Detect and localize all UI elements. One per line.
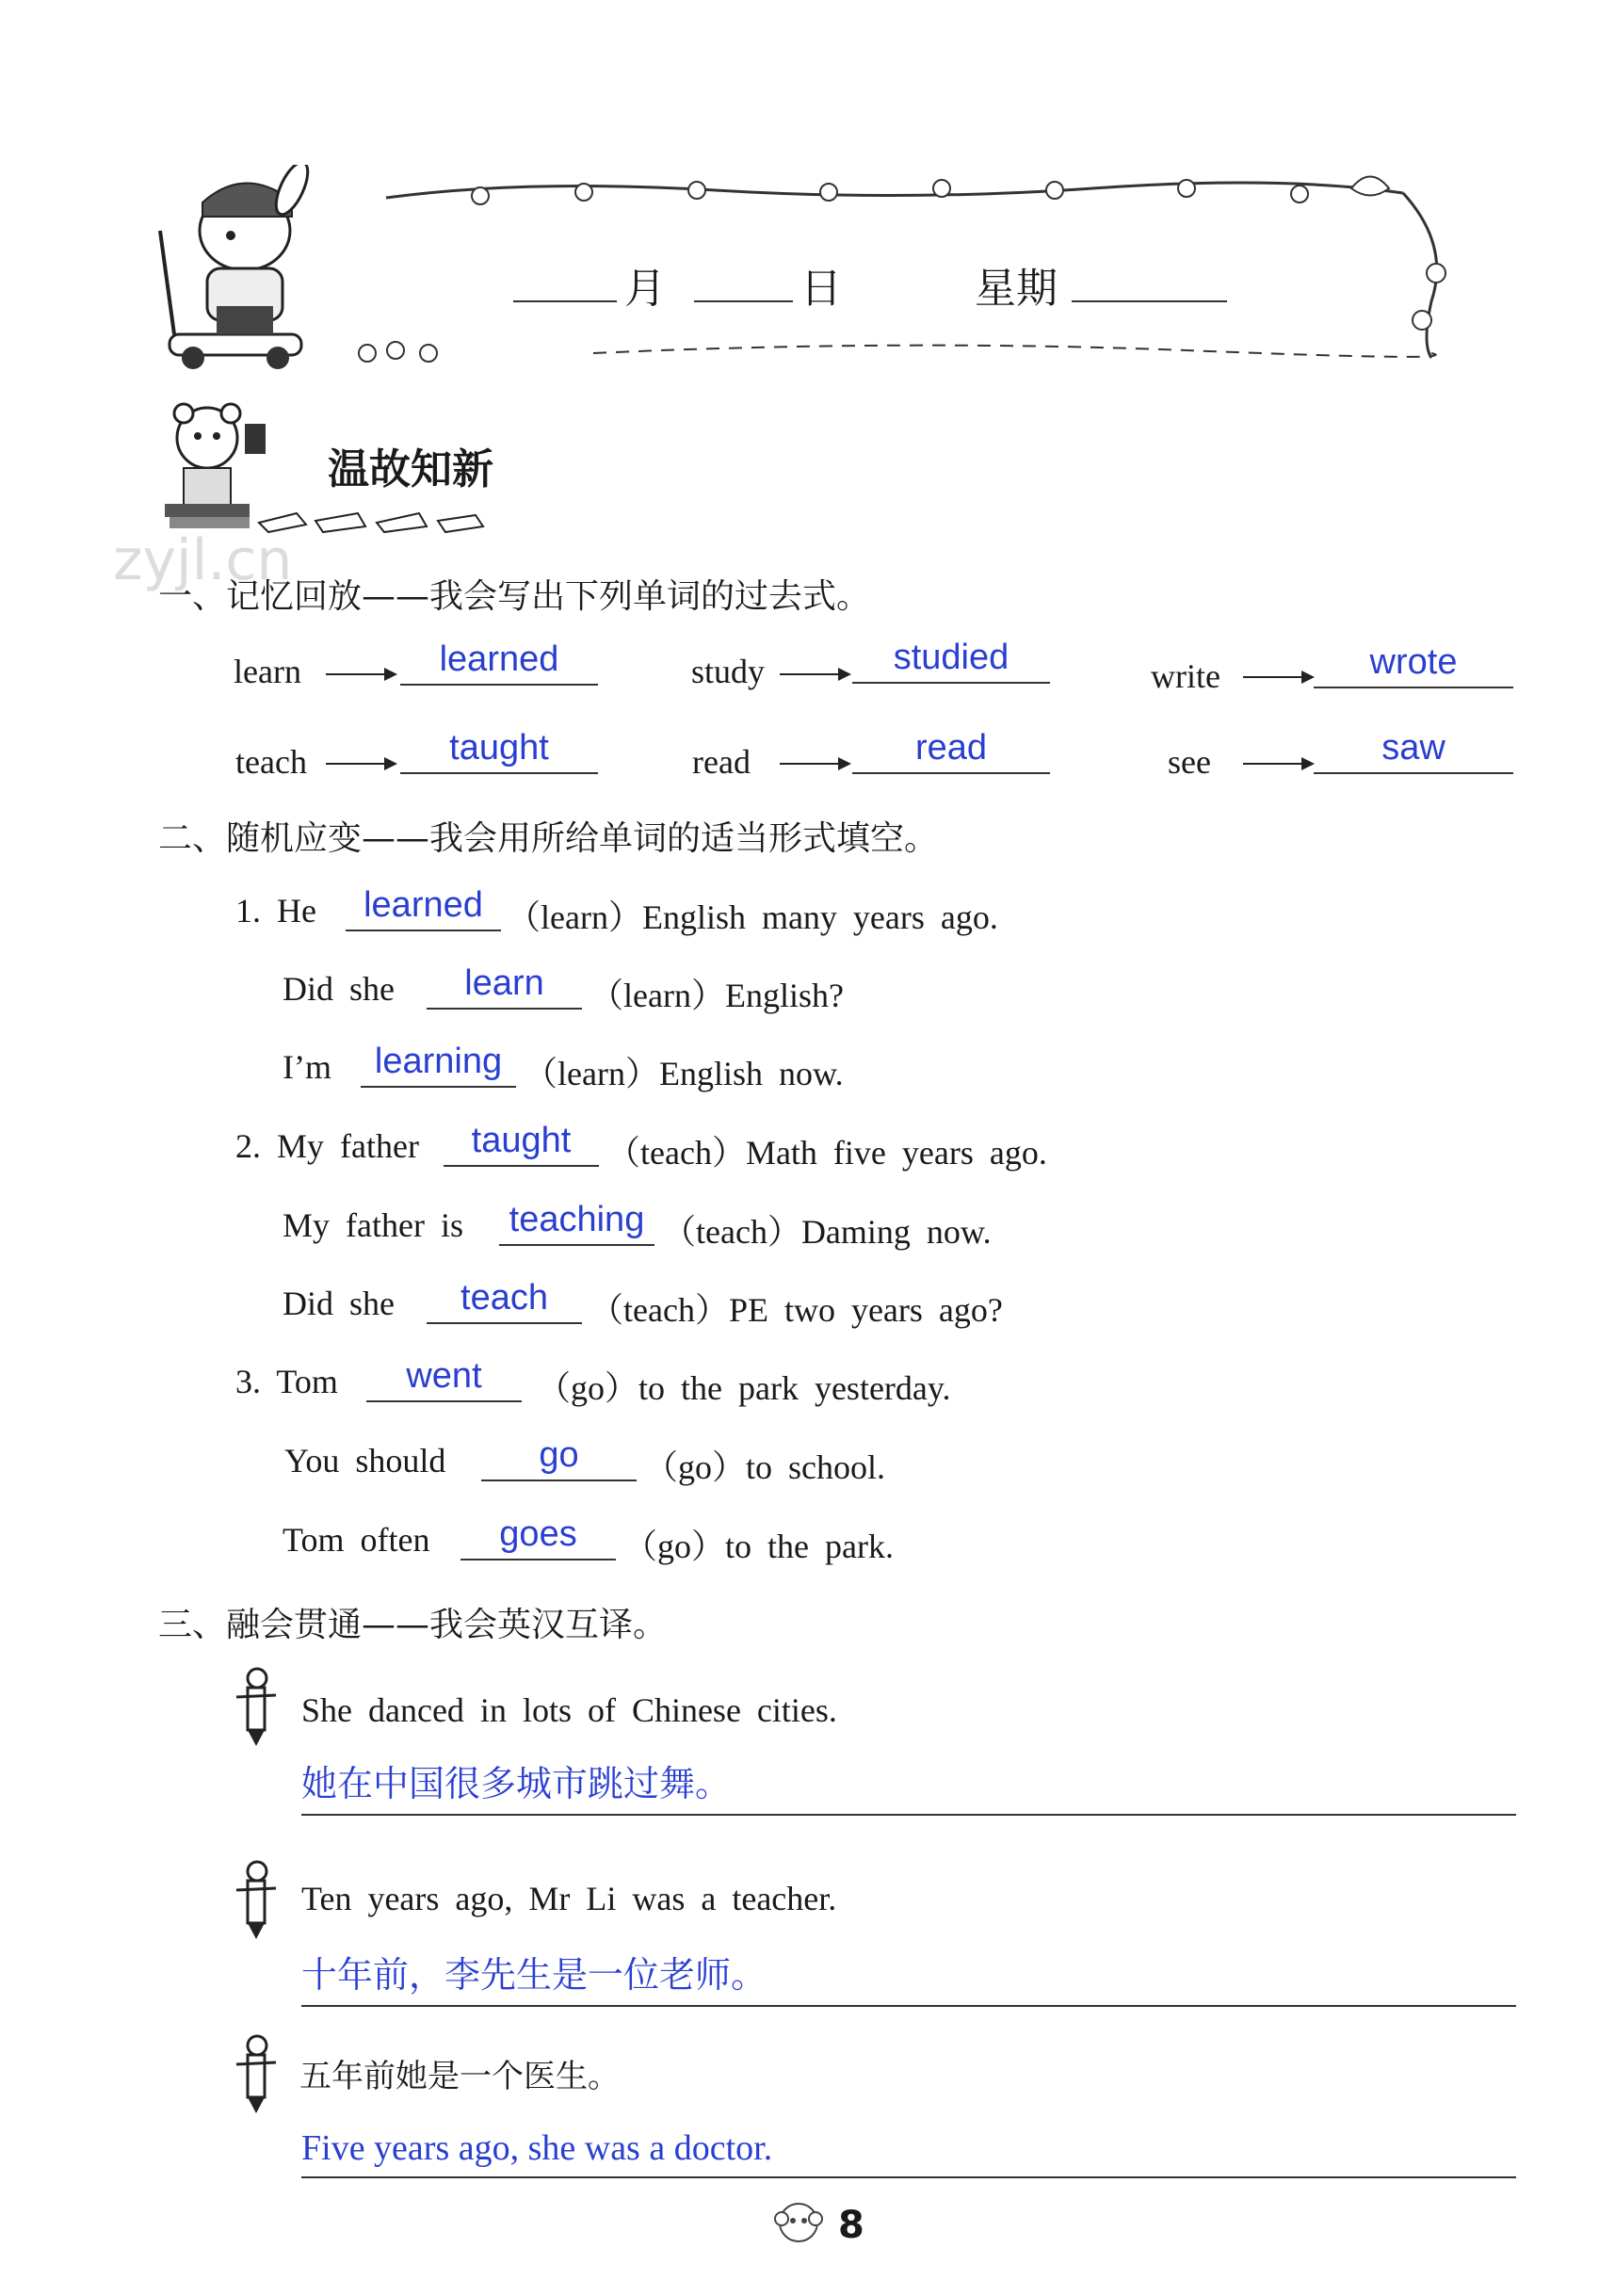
answer-text: wrote (1369, 642, 1458, 682)
sentence-before: 3. Tom (235, 1363, 338, 1400)
sentence-before: Did she (283, 1285, 395, 1322)
section3-title: 三、融会贯通——我会英汉互译。 (158, 1606, 668, 1644)
fill-blank[interactable] (346, 881, 501, 931)
sentence-after: （learn）English now. (524, 1055, 844, 1092)
past-tense-blank[interactable] (1314, 643, 1513, 688)
sentence-after: （teach）Math five years ago. (606, 1134, 1047, 1172)
fill-blank[interactable] (361, 1037, 516, 1088)
sentence-after: （learn）English? (590, 977, 844, 1014)
day-blank[interactable] (694, 268, 793, 302)
fill-blank[interactable] (499, 1195, 654, 1246)
fill-blank[interactable] (460, 1510, 616, 1560)
sentence-after: （go）to the park yesterday. (537, 1369, 951, 1407)
answer-text: learned (439, 639, 559, 679)
answer-text: taught (471, 1121, 572, 1160)
translation-answer-line[interactable] (301, 2114, 1516, 2178)
weekday-label: 星期 (975, 265, 1058, 313)
weekday-blank[interactable] (1072, 268, 1227, 302)
sentence-before: Tom often (283, 1521, 430, 1559)
answer-text: went (406, 1356, 482, 1396)
arrow-icon (1243, 763, 1311, 765)
fill-blank[interactable] (366, 1351, 522, 1402)
sentence-before: 2. My father (235, 1127, 419, 1165)
translation-answer: Five years ago, she was a doctor. (301, 2128, 773, 2168)
watermark: zyjl.cn (113, 527, 293, 593)
section-heading: 温故知新 (328, 445, 493, 493)
section2-title: 二、随机应变——我会用所给单词的适当形式填空。 (158, 819, 939, 858)
translation-answer-line[interactable] (301, 1752, 1516, 1816)
bunny-scooter-illustration (151, 165, 320, 377)
sentence-after: （teach）Daming now. (662, 1213, 992, 1251)
verb-study: study (691, 653, 766, 690)
answer-text: taught (449, 728, 549, 768)
past-tense-blank[interactable] (1314, 729, 1513, 774)
verb-learn: learn (234, 653, 301, 690)
translation-answer: 十年前，李先生是一位老师。 (301, 1956, 767, 1996)
answer-text: learning (374, 1042, 503, 1081)
sentence-before: Did she (283, 970, 395, 1008)
answer-text: goes (499, 1514, 577, 1554)
translation-prompt: 五年前她是一个医生。 (299, 2058, 620, 2095)
sentence-after: （go）to the park. (623, 1528, 894, 1565)
fill-blank[interactable] (427, 959, 582, 1010)
sentence-before: You should (284, 1442, 446, 1479)
pencil-icon (231, 1860, 283, 1940)
arrow-icon (1243, 676, 1311, 678)
answer-text: teach (460, 1278, 548, 1318)
translation-prompt: Ten years ago, Mr Li was a teacher. (301, 1880, 837, 1917)
sentence-after: （teach）PE two years ago? (590, 1291, 1003, 1329)
month-blank[interactable] (513, 268, 617, 302)
sentence-after: （go）to school. (644, 1448, 885, 1486)
month-label: 月 (624, 265, 666, 313)
translation-prompt: She danced in lots of Chinese cities. (301, 1691, 837, 1729)
section1-title: 一、记忆回放——我会写出下列单词的过去式。 (158, 577, 871, 616)
verb-read: read (692, 743, 751, 781)
vine-border-decoration (339, 170, 1469, 372)
translation-answer-line[interactable] (301, 1943, 1516, 2007)
page-number: 8 (838, 2204, 864, 2247)
answer-text: go (539, 1435, 579, 1475)
sentence-before: I’m (283, 1048, 331, 1086)
monkey-icon (770, 2194, 827, 2251)
answer-text: learn (464, 963, 544, 1003)
fill-blank[interactable] (427, 1273, 582, 1324)
verb-write: write (1151, 657, 1220, 695)
fill-blank[interactable] (481, 1431, 637, 1481)
sentence-before: 1. He (235, 892, 316, 930)
translation-answer: 她在中国很多城市跳过舞。 (301, 1765, 732, 1804)
verb-see: see (1168, 743, 1211, 781)
verb-teach: teach (235, 743, 307, 781)
past-tense-blank[interactable] (852, 639, 1050, 684)
pencil-icon (231, 1667, 283, 1747)
answer-text: teaching (509, 1200, 645, 1239)
past-tense-blank[interactable] (400, 729, 598, 774)
past-tense-blank[interactable] (852, 729, 1050, 774)
answer-text: saw (1381, 728, 1446, 768)
past-tense-blank[interactable] (400, 640, 598, 686)
arrow-icon (780, 763, 848, 765)
pencil-icon (231, 2034, 283, 2114)
sentence-before: My father is (283, 1206, 463, 1244)
arrow-icon (326, 673, 394, 675)
sentence-after: （learn）English many years ago. (507, 898, 998, 936)
answer-text: read (914, 728, 988, 768)
arrow-icon (780, 673, 848, 675)
day-label: 日 (800, 265, 842, 313)
answer-text: studied (893, 638, 1009, 677)
answer-text: learned (363, 885, 483, 925)
fill-blank[interactable] (444, 1116, 599, 1167)
arrow-icon (326, 763, 394, 765)
